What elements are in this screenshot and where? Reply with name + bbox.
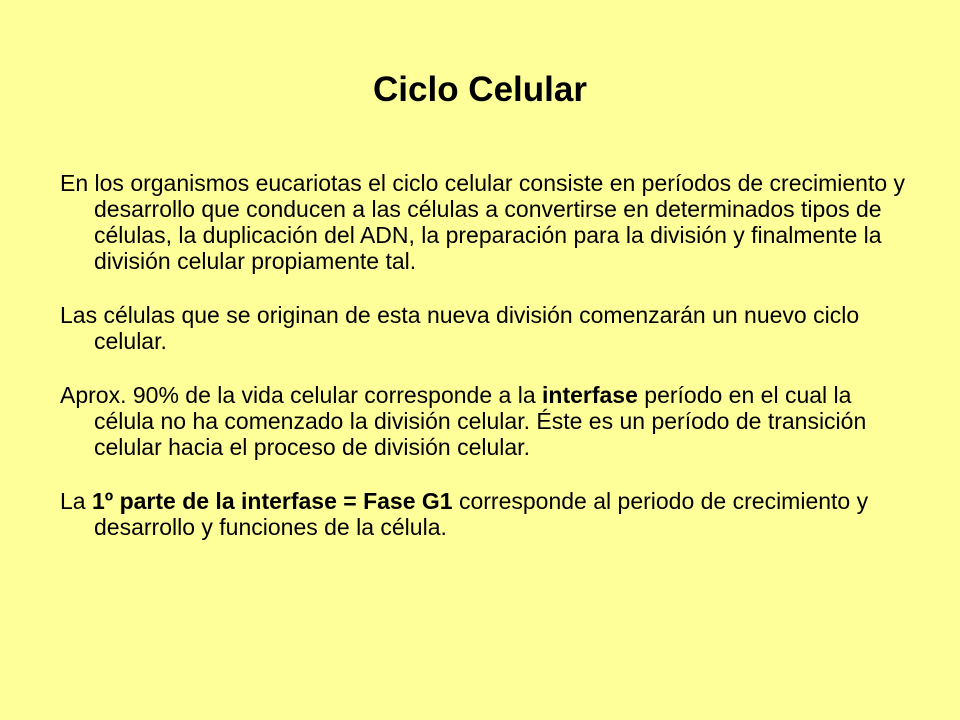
paragraph-interphase <box>60 382 910 460</box>
paragraph-interphase-pre: Aprox. 90% de la vida celular corresponde a la <box>60 382 543 408</box>
slide-title: Ciclo Celular <box>373 70 587 109</box>
paragraph-interphase-bold: interfase <box>542 382 638 408</box>
paragraph-new-cells: Las células que se originan de esta nueva división comenzarán un nuevo ciclo celular. <box>60 302 860 354</box>
paragraph-g1-pre: La <box>60 488 92 514</box>
slide-body <box>60 170 910 568</box>
paragraph-g1-bold: 1º parte de la interfase = Fase G1 <box>91 488 453 514</box>
paragraph-g1-phase <box>60 488 910 540</box>
paragraph-g1-post: corresponde al periodo de crecimiento y desarrollo y funciones de la célula. <box>94 488 869 540</box>
paragraph-interphase-post: período en el cual la célula no ha comenzado la división celular. Éste es un período de transición celular hacia el proceso de división celular. <box>94 382 867 460</box>
paragraph-eukaryotic-cycle: En los organismos eucariotas el ciclo celular consiste en períodos de crecimiento y desarrollo que conducen a las células a convertirse en determinados tipos de células, la duplicación del ADN, la preparación para la división y finalmente la división celular propiamente tal. <box>60 170 906 274</box>
